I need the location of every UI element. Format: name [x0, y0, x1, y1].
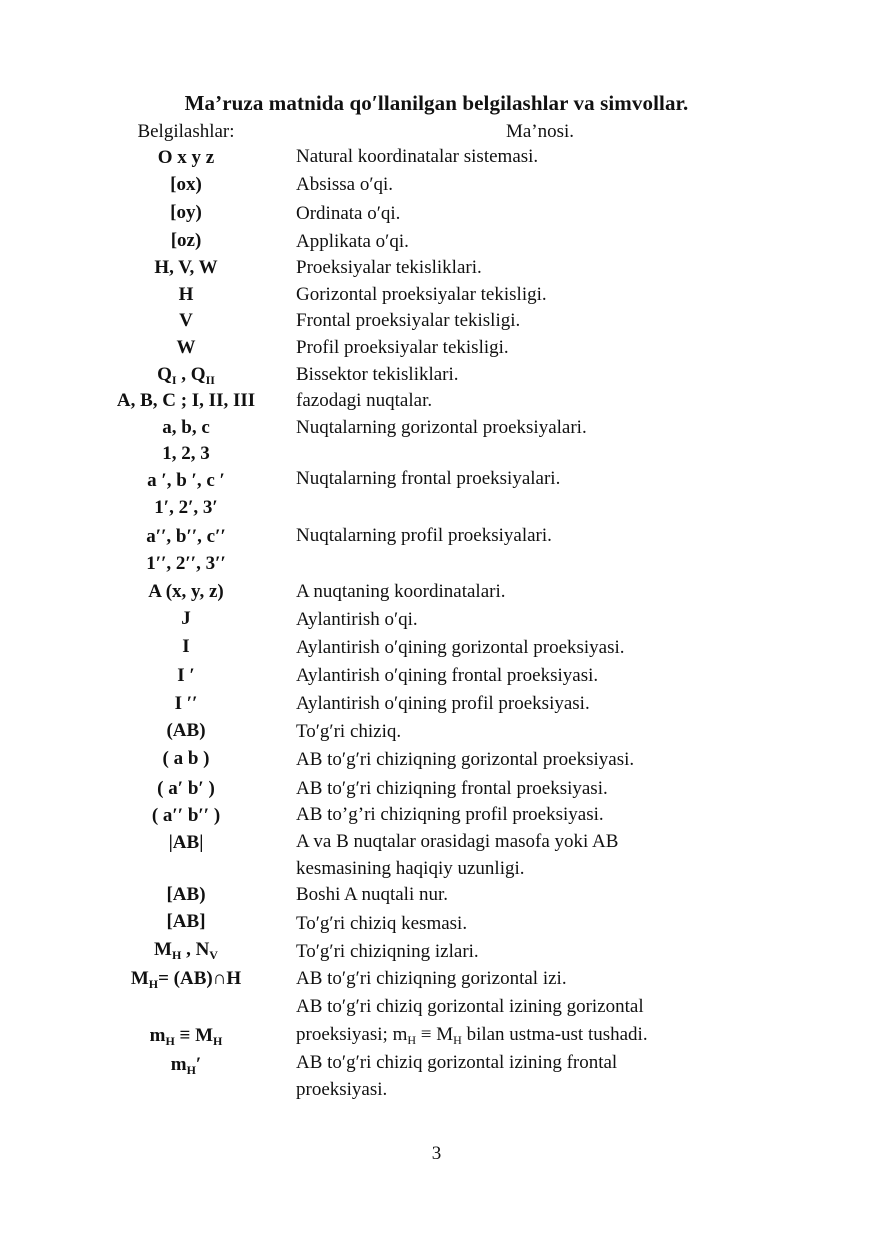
- meaning-trace-frontal-cont: proeksiyasi.: [296, 1079, 388, 1100]
- symbol-oy: [oy): [170, 202, 202, 223]
- meaning-line-horizontal: AB to′g′ri chiziqning gorizontal proeksiyasi.: [296, 749, 635, 770]
- symbol-frontal-proj: a ′, b ′, c ′: [147, 470, 225, 491]
- symbol-line-horizontal: ( a b ): [162, 748, 210, 769]
- symbol-bisector: $Q_I$ , $Q_{II}$: [157, 364, 215, 387]
- meaning-line: To′g′ri chiziq.: [296, 721, 402, 742]
- meaning-rotation-horizontal: Aylantirish o′qining gorizontal proeksiyasi.: [296, 637, 625, 658]
- symbol-rotation-axis: J: [181, 608, 191, 629]
- symbol-ray: [AB): [166, 884, 206, 905]
- meaning-horizontal-trace: AB to′g′ri chiziqning gorizontal izi.: [296, 968, 567, 989]
- symbol-v: V: [179, 310, 193, 331]
- meaning-h: Gorizontal proeksiyalar tekisligi.: [296, 284, 547, 305]
- meaning-rotation-profile: Aylantirish o′qining profil proeksiyasi.: [296, 693, 590, 714]
- symbol-hvw: H, V, W: [154, 257, 218, 278]
- meaning-oz: Applikata o′qi.: [296, 231, 409, 252]
- meaning-horizontal-proj: Nuqtalarning gorizontal proeksiyalari.: [296, 417, 587, 438]
- symbol-segment-length: |AB|: [168, 832, 204, 853]
- meaning-line-profile: AB to’g’ri chiziqning profil proeksiyasi.: [296, 804, 604, 825]
- meaning-segment-length: A va B nuqtalar orasidagi masofa yoki AB: [296, 831, 619, 852]
- symbol-line-profile: ( a′′ b′′ ): [151, 805, 221, 826]
- symbol-horizontal-proj: a, b, c: [162, 417, 210, 438]
- meaning-line-frontal: AB to′g′ri chiziqning frontal proeksiyasi.: [296, 778, 608, 799]
- symbol-rotation-horizontal: I: [182, 636, 190, 657]
- symbol-numbers-prime: 1′, 2′, 3′: [154, 497, 218, 518]
- symbol-trace-coincide: $m_H \equiv M_H$: [149, 1025, 223, 1048]
- meaning-coordinates: A nuqtaning koordinatalari.: [296, 581, 506, 602]
- symbol-trace-frontal: $m_H'$: [170, 1054, 202, 1077]
- meaning-traces: To′g′ri chiziqning izlari.: [296, 941, 479, 962]
- meaning-ox: Absissa o′qi.: [296, 174, 394, 195]
- symbol-numbers: 1, 2, 3: [162, 443, 210, 464]
- symbol-natural-system: O x y z: [157, 147, 215, 168]
- symbol-h: H: [178, 284, 194, 305]
- symbol-numbers-double-prime: 1′′, 2′′, 3′′: [146, 553, 226, 574]
- symbol-ox: [ox): [170, 174, 202, 195]
- symbol-horizontal-trace: $M_H=$ (AB)∩H: [130, 968, 242, 991]
- page-title: Ma’ruza matnida qo′llanilgan belgilashlar va simvollar.: [184, 91, 689, 115]
- header-notation: Belgilashlar:: [137, 121, 235, 142]
- meaning-segment: To′g′ri chiziq kesmasi.: [296, 913, 468, 934]
- symbol-line: (AB): [166, 720, 206, 741]
- symbol-profile-proj: a′′, b′′, c′′: [146, 526, 226, 547]
- meaning-ray: Boshi A nuqtali nur.: [296, 884, 449, 905]
- symbol-oz: [oz): [170, 230, 202, 251]
- meaning-w: Profil proeksiyalar tekisligi.: [296, 337, 509, 358]
- meaning-points: fazodagi nuqtalar.: [296, 390, 433, 411]
- meaning-trace-projection-line1: AB to′g′ri chiziq gorizontal izining gorizontal: [296, 996, 644, 1017]
- meaning-natural-system: Natural koordinatalar sistemasi.: [296, 146, 539, 167]
- meaning-frontal-proj: Nuqtalarning frontal proeksiyalari.: [296, 468, 561, 489]
- meaning-trace-coincide: proeksiyasi; $m_H \equiv M_H$ bilan ustma-ust tushadi.: [296, 1024, 648, 1047]
- symbol-points: A, B, C ; I, II, III: [116, 390, 256, 411]
- meaning-bisector: Bissektor tekisliklari.: [296, 364, 459, 385]
- meaning-hvw: Proeksiyalar tekisliklari.: [296, 257, 482, 278]
- symbol-coordinates: A (x, y, z): [148, 581, 224, 602]
- symbol-rotation-profile: I ′′: [174, 693, 198, 714]
- meaning-segment-length-cont: kesmasining haqiqiy uzunligi.: [296, 858, 525, 879]
- meaning-v: Frontal proeksiyalar tekisligi.: [296, 310, 521, 331]
- meaning-oy: Ordinata o′qi.: [296, 203, 401, 224]
- meaning-trace-frontal: AB to′g′ri chiziq gorizontal izining frontal: [296, 1052, 618, 1073]
- meaning-rotation-axis: Aylantirish o′qi.: [296, 609, 418, 630]
- meaning-profile-proj: Nuqtalarning profil proeksiyalari.: [296, 525, 552, 546]
- header-meaning: Ma’nosi.: [505, 121, 575, 142]
- symbol-segment: [AB]: [166, 911, 206, 932]
- meaning-rotation-frontal: Aylantirish o′qining frontal proeksiyasi.: [296, 665, 599, 686]
- symbol-w: W: [176, 337, 196, 358]
- symbol-line-frontal: ( a′ b′ ): [157, 778, 215, 799]
- symbol-rotation-frontal: I ′: [177, 665, 195, 686]
- symbol-traces: $M_H$ , $N_V$: [154, 939, 218, 962]
- page-number: 3: [431, 1143, 442, 1164]
